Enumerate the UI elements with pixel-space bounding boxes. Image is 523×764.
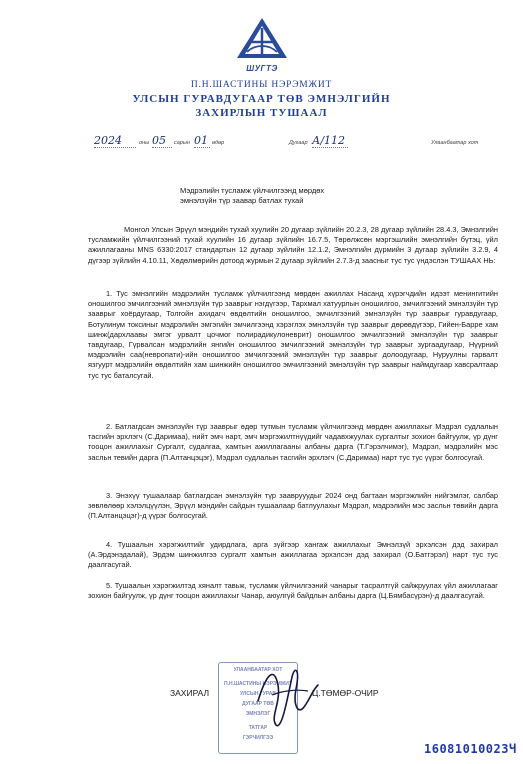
order-item-4: 4. Тушаалын хэрэгжилтийг удирдлага, арга зүйгээр хангаж ажиллахыг Эмнэлзүй эрхэлсэн дэд захирал (А.Эрдэнэдалай), Эрдэм шинжилгээ сургалт хамтын ажиллагаа эрхэлсэн дэд захирал (О.Батгэрэл) нарт тус тус даалгасугай. <box>88 540 498 570</box>
year-label: оны <box>139 140 150 146</box>
stamp-text-6: ГЭРЧИЛГЭЭ <box>242 735 274 741</box>
signer-title: ЗАХИРАЛ <box>170 688 210 698</box>
year-value: 2024 <box>94 134 136 148</box>
date-row <box>0 134 523 152</box>
order-item-1: 1. Тус эмнэлгийн мэдрэлийн тусламж үйлчилгээнд мөрдөн ажиллах Насанд хүрэгчдийн идээт менингитийн оношилгоо эмчилгээний эмнэлзүйн түр зааврыг нэгдүгээр, Тархмал хатуурлын оношилгоо, эмчилгээний эмнэлзүйн түр зааврыг хоёрдугаар, Толгойн ахидагч өвдөлтийн оношилгоо, эмчилгээний эмнэлзүйн түр зааврыг гуравдугаар, Ботулинум токсиныг мэдрэлийн эмгэгийн эмчилгээнд хэрэглэх эмнэлзүйн түр зааврыг дөрөвдүгээр, Гийен-Барре хам шинж(дархлаавы эмгэг урвалт цочмог полирадикулоневрит) оношилгоо эмчилгээний эмнэлзүйн түр зааврыг тавдугаар, Гүрвалсан мэдрэлийн янгийн оношилгоо эмчилгээний эмнэлзүйн түр зааврыг зургаадугаар, Нүүрний мэдрэлийн саа(невропати)-ийн оношилгоо эмчилгээний эмнэлзүйн түр зааврыг долоодугаар, Нуруулны гарвалт язгуурт мэдрэлийн өвдөлтийн хам шинжийн оношилгоо эмчилгээний эмнэлзүйн түр зааврыг наймдугаар хавсралтаар тус тус баталсугай. <box>88 289 498 380</box>
stamp-text-3: ДУГААР ТӨВ <box>242 701 274 707</box>
org-name: П.Н.ШАСТИНЫ НЭРЭМЖИТ <box>190 80 333 90</box>
preamble-paragraph: Монгол Улсын Эрүүл мэндийн тухай хуулийн 20 дугаар зүйлийн 20.2.3, 28 дугаар зүйлийн 28.4.3, Эмнэлгийн тусламжийн үйлчилгээний тухай хуулийн 16 дугаар зүйлийн 16.7.5, Төрөлжсөн мэргэшлийн эмнэлгийн бүтэц, үйл ажиллагааны MNS 6330:2017 стандартын 12 дугаар зүйлийн 12.1.2, Эмнэлгийн дүрмийн 3 дугаар зүйлийн 3.2.9, 4 дүгээр зүйлийн 4.10.11, Хөдөлмөрийн дотоод журмын 2 дугаар зүйлийн 2.7.3-д заасныг тус тус үндэслэн ТУШААХ НЬ: <box>88 225 498 265</box>
logo-caption: ШУГТЭ <box>246 64 278 73</box>
order-number: А/112 <box>312 134 348 148</box>
hospital-name: УЛСЫН ГУРАВДУГААР ТӨВ ЭМНЭЛГИЙН <box>132 93 391 105</box>
order-subject <box>180 186 400 206</box>
order-item-5: 5. Тушаалын хэрэгжилтэд хяналт тавьж, тусламж үйлчилгээний чанарыг тасралтгүй сайжруулах үйл ажиллагааг зохион байгуулж, үр дүнг тооцон ажиллахыг Чанар, аюулгүй байдлын албаны дарга (Ц.Бямбасүрэн)-д даалгасугай. <box>88 581 498 601</box>
signer-name: Ц.ТӨМӨР-ОЧИР <box>312 688 379 698</box>
city-label: Улаанбаатар хот <box>431 140 479 146</box>
stamp-text-4: ЭМНЭЛЭГ <box>245 711 271 717</box>
serial-number: 16081010023Ч <box>424 742 517 756</box>
document-type: ЗАХИРЛЫН ТУШААЛ <box>195 107 328 119</box>
hospital-logo-icon <box>231 14 293 64</box>
subject-line-2: эмнэлзүйн түр заавар батлах тухай <box>180 196 304 205</box>
stamp-text-2: УЛСЫН ГУРАВ <box>240 691 276 697</box>
stamp-text-top: УЛААНБААТАР ХОТ <box>233 667 283 673</box>
month-label: сарын <box>174 140 190 146</box>
subject-line-1: Мэдрэлийн тусламж үйлчилгээнд мөрдөх <box>180 186 325 195</box>
order-item-3: 3. Энэхүү тушаалаар батлагдсан эмнэлзүйн түр зааврууудыг 2024 онд багтаан мэргэжлийн нийгэмлэг, салбар зөвлөлөөр хэлэлцүүлэн, Эрүүл мэндийн сайдын тушаалаар батлуулахыг Мэдрэл, мэдрэлийн мэс засльн төвийн дарга (П.Алтанцэцэг)-д үүрэг болгосугай. <box>88 491 498 521</box>
number-label: Дугаар <box>289 140 308 146</box>
order-item-2: 2. Батлагдсан эмнэлзүйн түр зааврыг өдөр тутмын тусламж үйлчилгээнд мөрдөн ажиллахыг Мэдрэл судлалын тасгийн эрхлэгч (С.Даримаа), нийт эмч нарт, эмч мэргэжилтнүүдийг чадавхжуулах сургалтыг зохион байгуулж, үр дүнг тооцон ажиллахыг Сургалт, судалгаа, хамтын ажиллагааны албаны дарга (Т.Гэрэлчимэг), Мэдрэл, мэдрэлийн мэс засльн тевийн дарга (П.Алтанцэцэг), Мэдрэл судлалын тасгийн эрхлэгч (С.Даримаа) нарт тус тус үүрэг болгосугай. <box>88 422 498 462</box>
stamp-text-1: П.Н.ШАСТИНЫ НЭРЭМЖИТ <box>224 681 292 687</box>
day-label: өдөр <box>212 140 225 146</box>
month-value: 05 <box>152 134 172 148</box>
stamp-text-5: ТАТГАР <box>248 725 268 731</box>
day-value: 01 <box>194 134 208 147</box>
